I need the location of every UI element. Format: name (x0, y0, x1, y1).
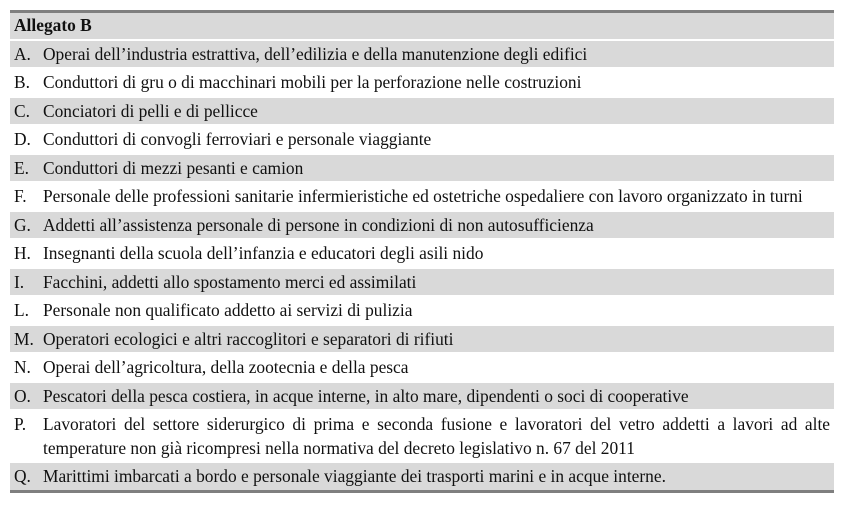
item-text: Lavoratori del settore siderurgico di prima e seconda fusione e lavoratori del vetro addetti a lavori ad alte temperature non già ricompresi nella normativa del decreto legislativo n. 67 del 2011 (43, 414, 830, 458)
item-letter: O. (14, 385, 31, 406)
table-row (10, 354, 834, 383)
table-row (10, 155, 834, 184)
item-text: Facchini, addetti allo spostamento merci ed assimilati (43, 271, 417, 292)
item-letter: C. (14, 100, 30, 121)
table-row (10, 183, 834, 212)
item-letter: D. (14, 129, 31, 149)
item-text: Conduttori di gru o di macchinari mobili per la perforazione nelle costruzioni (43, 72, 582, 92)
item-letter: B. (14, 72, 30, 92)
item-text: Operai dell’industria estrattiva, dell’edilizia e della manutenzione degli edifici (43, 43, 588, 64)
allegato-table (10, 10, 834, 493)
item-letter: I. (14, 271, 25, 292)
item-text: Operatori ecologici e altri raccoglitori e separatori di rifiuti (43, 328, 454, 349)
item-letter: G. (14, 214, 31, 235)
item-letter: Q. (14, 466, 31, 486)
item-text: Personale non qualificato addetto ai servizi di pulizia (43, 300, 413, 320)
table-title: Allegato B (14, 15, 92, 35)
item-letter: N. (14, 357, 31, 377)
item-letter: F. (14, 186, 27, 206)
table-row (10, 240, 834, 269)
item-letter: P. (14, 414, 27, 434)
item-text: Conduttori di convogli ferroviari e personale viaggiante (43, 129, 432, 149)
item-text: Pescatori della pesca costiera, in acque interne, in alto mare, dipendenti o soci di cooperative (43, 385, 689, 406)
item-letter: L. (14, 300, 29, 320)
item-text: Addetti all’assistenza personale di persone in condizioni di non autosufficienza (43, 214, 594, 235)
table-row (10, 297, 834, 326)
item-text: Marittimi imbarcati a bordo e personale viaggiante dei trasporti marini e in acque interne. (43, 466, 666, 486)
item-letter: M. (14, 328, 34, 349)
table-row (10, 411, 834, 463)
table-row (10, 463, 834, 490)
item-text: Conciatori di pelli e di pellicce (43, 100, 258, 121)
table-row (10, 326, 834, 355)
item-text: Insegnanti della scuola dell’infanzia e educatori degli asili nido (43, 243, 484, 263)
item-letter: E. (14, 157, 29, 178)
table-row (10, 41, 834, 70)
table-row (10, 69, 834, 98)
item-letter: H. (14, 243, 31, 263)
item-text: Conduttori di mezzi pesanti e camion (43, 157, 304, 178)
item-letter: A. (14, 43, 31, 64)
table-row (10, 126, 834, 155)
table-row (10, 269, 834, 298)
item-text: Personale delle professioni sanitarie infermieristiche ed ostetriche ospedaliere con lavoro organizzato in turni (43, 186, 803, 206)
item-text: Operai dell’agricoltura, della zootecnia e della pesca (43, 357, 409, 377)
table-row (10, 212, 834, 241)
table-header (10, 13, 834, 41)
table-row (10, 98, 834, 127)
table-row (10, 383, 834, 412)
